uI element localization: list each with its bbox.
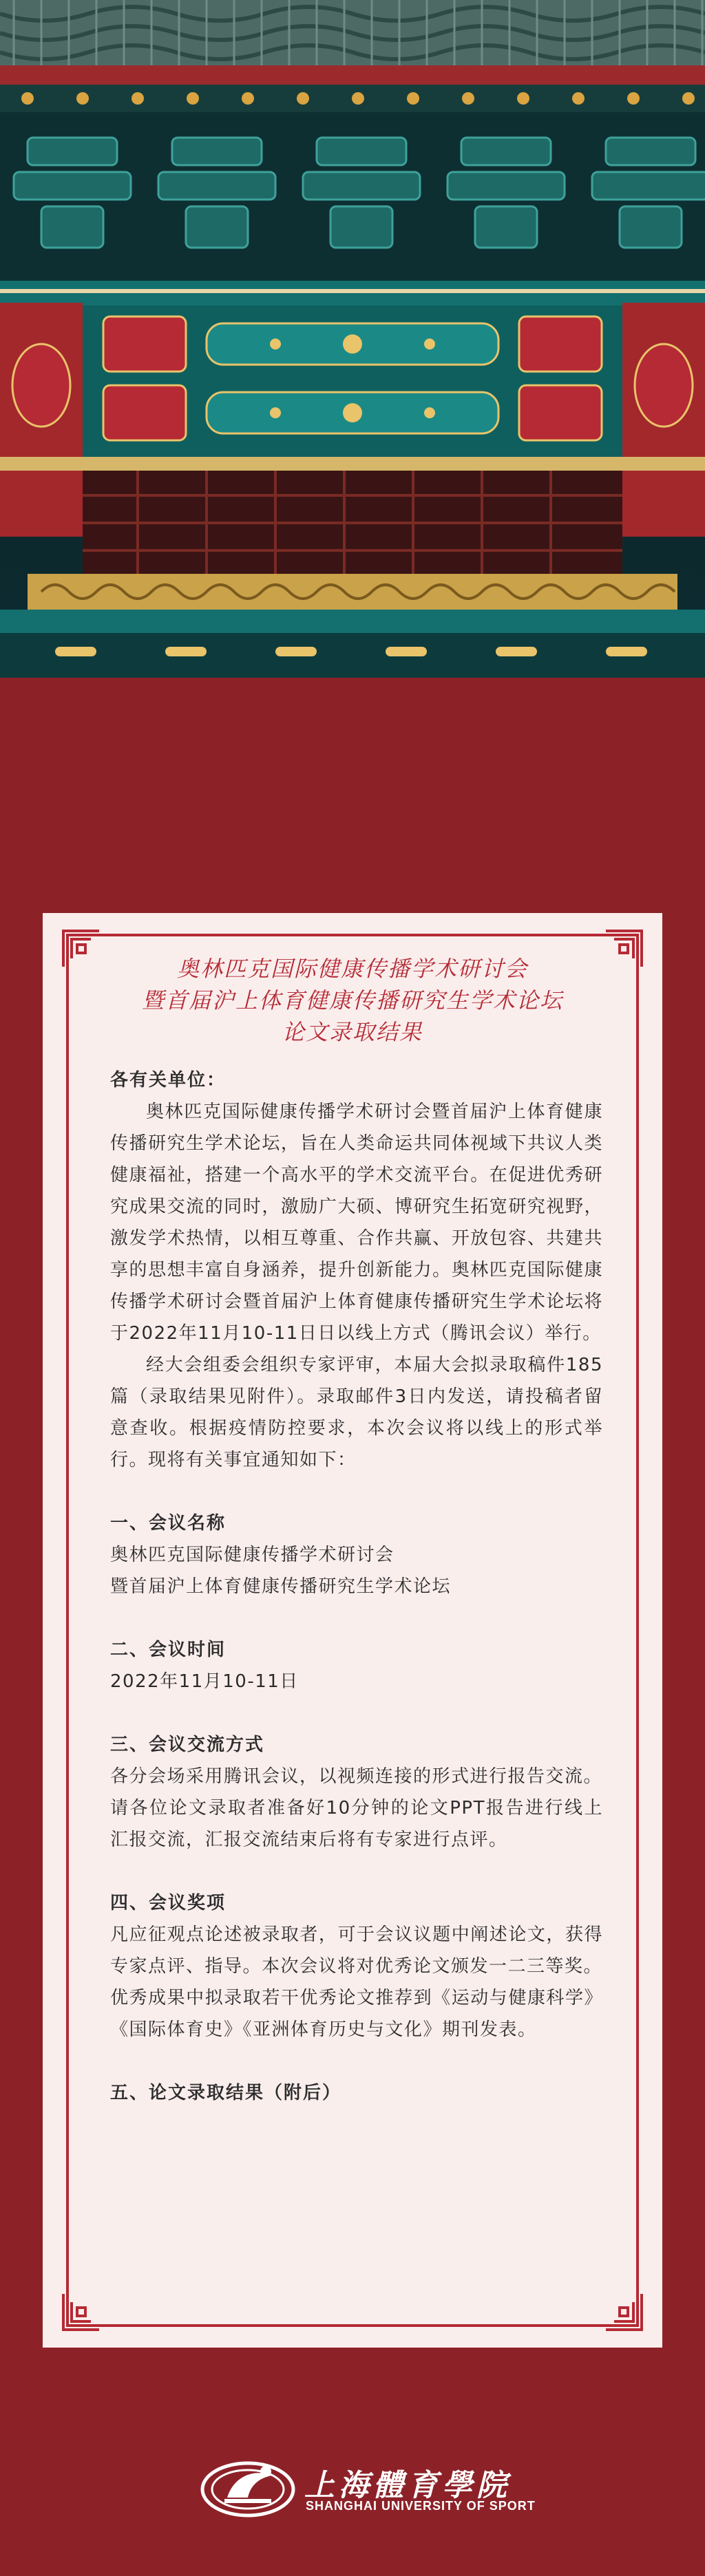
section-line: 奥林匹克国际健康传播学术研讨会	[110, 1545, 394, 1565]
section-heading: 四、会议奖项	[110, 1893, 227, 1913]
notice-body	[110, 1064, 603, 2109]
logo-english-name: SHANGHAI UNIVERSITY OF SPORT	[306, 2499, 536, 2513]
section-line: 请各位论文录取者准备好10分钟的论文PPT报告进行线上汇报交流，汇报交流结束后将有专家进行点评。	[110, 1798, 603, 1850]
title-line: 论文录取结果	[282, 1019, 423, 1045]
section-line: 暨首届沪上体育健康传播研究生学术论坛	[110, 1576, 452, 1597]
section-line: 2022年11月10-11日	[110, 1671, 299, 1692]
section-heading: 一、会议名称	[110, 1513, 227, 1534]
notice-title	[43, 953, 662, 1048]
corner-ornament-icon	[59, 2290, 103, 2334]
hero-edge	[0, 678, 705, 688]
section-line: 优秀成果中拟录取若干优秀论文推荐到《运动与健康科学》《国际体育史》《亚洲体育历史与文化》期刊发表。	[110, 1988, 603, 2040]
section-line: 各分会场采用腾讯会议，以视频连接的形式进行报告交流。	[110, 1766, 603, 1787]
intro-paragraph: 奥林匹克国际健康传播学术研讨会暨首届沪上体育健康传播研究生学术论坛，旨在人类命运共同体视域下共议人类健康福祉，搭建一个高水平的学术交流平台。在促进优秀研究成果交流的同时，激励广大硕、博研究生拓宽研究视野，激发学术热情，以相互尊重、合作共赢、开放包容、共建共享的思想丰富自身涵养，提升创新能力。奥林匹克国际健康传播学术研讨会暨首届沪上体育健康传播研究生学术论坛将于2022年11月10-11日日以线上方式（腾讯会议）举行。	[110, 1102, 603, 1344]
section-heading: 五、论文录取结果（附后）	[110, 2083, 342, 2103]
corner-ornament-icon	[602, 2290, 646, 2334]
university-emblem-icon	[200, 2455, 296, 2518]
notice-card	[43, 913, 662, 2348]
salutation: 各有关单位：	[110, 1070, 227, 1091]
section-line: 凡应征观点论述被录取者，可于会议议题中阐述论文，获得专家点评、指导。本次会议将对优秀论文颁发一二三等奖。	[110, 1924, 603, 1977]
hero-roof-image	[0, 0, 705, 688]
section-heading: 三、会议交流方式	[110, 1735, 265, 1755]
university-logo	[200, 2455, 536, 2521]
chinese-roof-icon	[0, 0, 705, 688]
title-line: 奥林匹克国际健康传播学术研讨会	[176, 956, 528, 982]
review-paragraph: 经大会组委会组织专家评审，本届大会拟录取稿件185篇（录取结果见附件）。录取邮件3日内发送，请投稿者留意查收。根据疫情防控要求，本次会议将以线上的形式举行。现将有关事宜通知如下：	[110, 1355, 603, 1470]
logo-chinese-name: 上海體育學院	[304, 2468, 511, 2503]
section-heading: 二、会议时间	[110, 1640, 227, 1660]
title-line: 暨首届沪上体育健康传播研究生学术论坛	[141, 987, 563, 1013]
